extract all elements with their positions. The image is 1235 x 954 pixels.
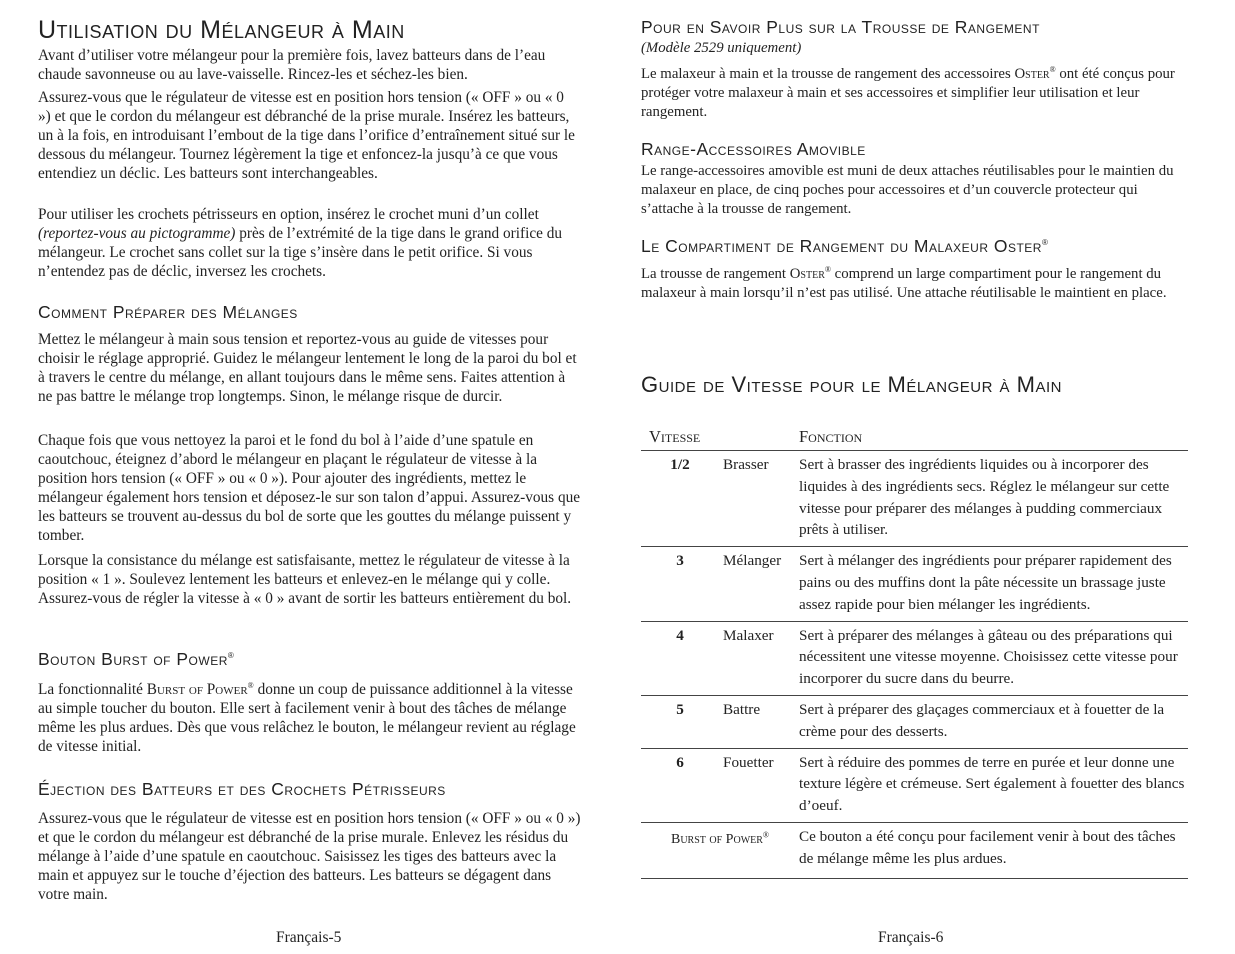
- burst-heading: Bouton Burst of Power®: [38, 649, 235, 669]
- kit-paragraph: Le malaxeur à main et la trousse de rangement des accessoires Oster® ont été conçus pour protéger votre malaxeur à main et ses accessoires et simplifier leur utilisation et leur rangement.: [641, 65, 1175, 121]
- speed-action: Brasser: [715, 451, 799, 547]
- table-row: [641, 695, 1188, 748]
- prep-paragraph-2: Chaque fois que vous nettoyez la paroi et le fond du bol à l’aide d’une spatule en caoutchouc, éteignez d’abord le mélangeur en plaçant le régulateur de vitesse à la position hors tension (« OFF » ou « 0 »). Pour ajouter des ingrédients, mettez le mélangeur également hors tension et déposez-le sur son talon d’appui. Assurez-vous que les batteurs se trouvent au-dessus du bol de sorte que les gouttes du mélange puissent y tomber.: [38, 432, 581, 544]
- burst-paragraph: La fonctionnalité Burst of Power® donne un coup de puissance additionnel à la vitesse au simple toucher du bouton. Elle sert à facilement venir à bout des tâches de mélange même les plus ardues. Dès que vous relâchez le bouton, le mélangeur revient au réglage de vitesse initial.: [38, 680, 576, 755]
- kit-heading: Pour en Savoir Plus sur la Trousse de Rangement: [641, 17, 1040, 37]
- header-speed: Vitesse: [641, 420, 799, 451]
- intro-paragraph-3: Pour utiliser les crochets pétrisseurs en option, insérez le crochet muni d’un collet (reportez-vous au pictogramme) près de l’extrémité de la tige dans le grand orifice du mélangeur. Le crochet sans collet sur la tige s’insère dans le petit orifice. Si vous n’entendez pas de déclic, inversez les crochets.: [38, 206, 563, 280]
- speed-description: Sert à préparer des mélanges à gâteau ou des préparations qui nécessitent une vitesse moyenne. Choisissez cette vitesse pour incorporer du sucre dans du beurre.: [799, 621, 1188, 695]
- speed-action: Mélanger: [715, 547, 799, 621]
- speed-guide-title: Guide de Vitesse pour le Mélangeur à Main: [641, 372, 1062, 397]
- speed-action: Malaxer: [715, 621, 799, 695]
- intro-paragraph-2: Assurez-vous que le régulateur de vitesse est en position hors tension (« OFF » ou « 0 ») et que le cordon du mélangeur est débranché de la prise murale. Insérez les batteurs, un à la fois, en introduisant l’embout de la tige dans l’orifice d’entraînement situé sur le dessous du mélangeur. Tournez légèrement la tige et enfoncez-la jusqu’à ce que vous entendiez un déclic. Les batteurs sont interchangeables.: [38, 89, 575, 182]
- speed-description: Sert à préparer des glaçages commerciaux et à fouetter de la crème pour des desserts.: [799, 695, 1188, 748]
- speed-number: 5: [641, 695, 715, 748]
- pictogram-reference: (reportez-vous au pictogramme): [38, 225, 236, 242]
- table-row: [641, 547, 1188, 621]
- table-row: [641, 451, 1188, 547]
- kit-subtitle: (Modèle 2529 uniquement): [641, 40, 802, 56]
- table-header-row: [641, 420, 1188, 451]
- speed-number: 3: [641, 547, 715, 621]
- prep-heading: Comment Préparer des Mélanges: [38, 302, 298, 322]
- prep-paragraph-1: Mettez le mélangeur à main sous tension et reportez-vous au guide de vitesses pour choisir le réglage approprié. Guidez le mélangeur lentement le long de la paroi du bol et à travers le centre du mélange, en allant toujours dans le même sens. Faites attention à ne pas battre le mélange trop longtemps. Sinon, le mélange risque de durcir.: [38, 331, 577, 405]
- speed-number: 4: [641, 621, 715, 695]
- table-row: [641, 748, 1188, 822]
- header-function: Fonction: [799, 420, 1188, 451]
- compartment-heading: Le Compartiment de Rangement du Malaxeur Oster®: [641, 236, 1049, 256]
- accessories-heading: Range-Accessoires Amovible: [641, 139, 866, 159]
- speed-description: Sert à mélanger des ingrédients pour préparer rapidement des pains ou des muffins dont la pâte nécessite un brassage juste assez rapide pour bien mélanger les ingrédients.: [799, 547, 1188, 621]
- speed-number: 1/2: [641, 451, 715, 547]
- burst-of-power-label: Burst of Power®: [641, 822, 799, 878]
- speed-description: Sert à brasser des ingrédients liquides ou à incorporer des liquides à des ingrédients secs. Réglez le mélangeur sur cette vitesse pour préparer des mélanges à pudding commerciaux prêts à utiliser.: [799, 451, 1188, 547]
- accessories-paragraph: Le range-accessoires amovible est muni de deux attaches réutilisables pour le maintien du malaxeur en place, de cinq poches pour accessoires et d’un couvercle protecteur qui s’attache à la trousse de rangement.: [641, 163, 1174, 218]
- page-number-right: Français-6: [878, 929, 944, 946]
- eject-paragraph: Assurez-vous que le régulateur de vitesse est en position hors tension (« OFF » ou « 0 ») et que le cordon du mélangeur est débranché de la prise murale. Enlevez les résidus du mélange à l’aide d’une spatule en caoutchouc. Saisissez les tiges des batteurs avec la main et appuyez sur le touche d’éjection des batteurs. Les batteurs se dégagent dans votre main.: [38, 810, 581, 903]
- speed-description: Sert à réduire des pommes de terre en purée et leur donne une texture légère et crémeuse. Sert également à fouetter des blancs d’oeuf.: [799, 748, 1188, 822]
- speed-number: 6: [641, 748, 715, 822]
- speed-action: Battre: [715, 695, 799, 748]
- intro-paragraph-1: Avant d’utiliser votre mélangeur pour la première fois, lavez batteurs dans de l’eau chaude savonneuse ou au lave-vaisselle. Rincez-les et séchez-les bien.: [38, 47, 546, 83]
- page-number-left: Français-5: [276, 929, 342, 946]
- table-row-burst: [641, 822, 1188, 878]
- prep-paragraph-3: Lorsque la consistance du mélange est satisfaisante, mettez le régulateur de vitesse à la position « 1 ». Soulevez lentement les batteurs et enlevez-en le mélange qui y colle. Assurez-vous de régler la vitesse à « 0 » avant de sortir les batteurs entièrement du bol.: [38, 552, 572, 607]
- compartment-paragraph: La trousse de rangement Oster® comprend un large compartiment pour le rangement du malaxeur à main lorsqu’il n’est pas utilisé. Une attache réutilisable le maintient en place.: [641, 265, 1167, 302]
- eject-heading: Éjection des Batteurs et des Crochets Pétrisseurs: [38, 779, 446, 799]
- page-title-left: Utilisation du Mélangeur à Main: [38, 16, 405, 44]
- table-row: [641, 621, 1188, 695]
- burst-of-power-description: Ce bouton a été conçu pour facilement venir à bout des tâches de mélange même les plus ardues.: [799, 822, 1188, 878]
- speed-guide-table: [641, 420, 1188, 879]
- speed-action: Fouetter: [715, 748, 799, 822]
